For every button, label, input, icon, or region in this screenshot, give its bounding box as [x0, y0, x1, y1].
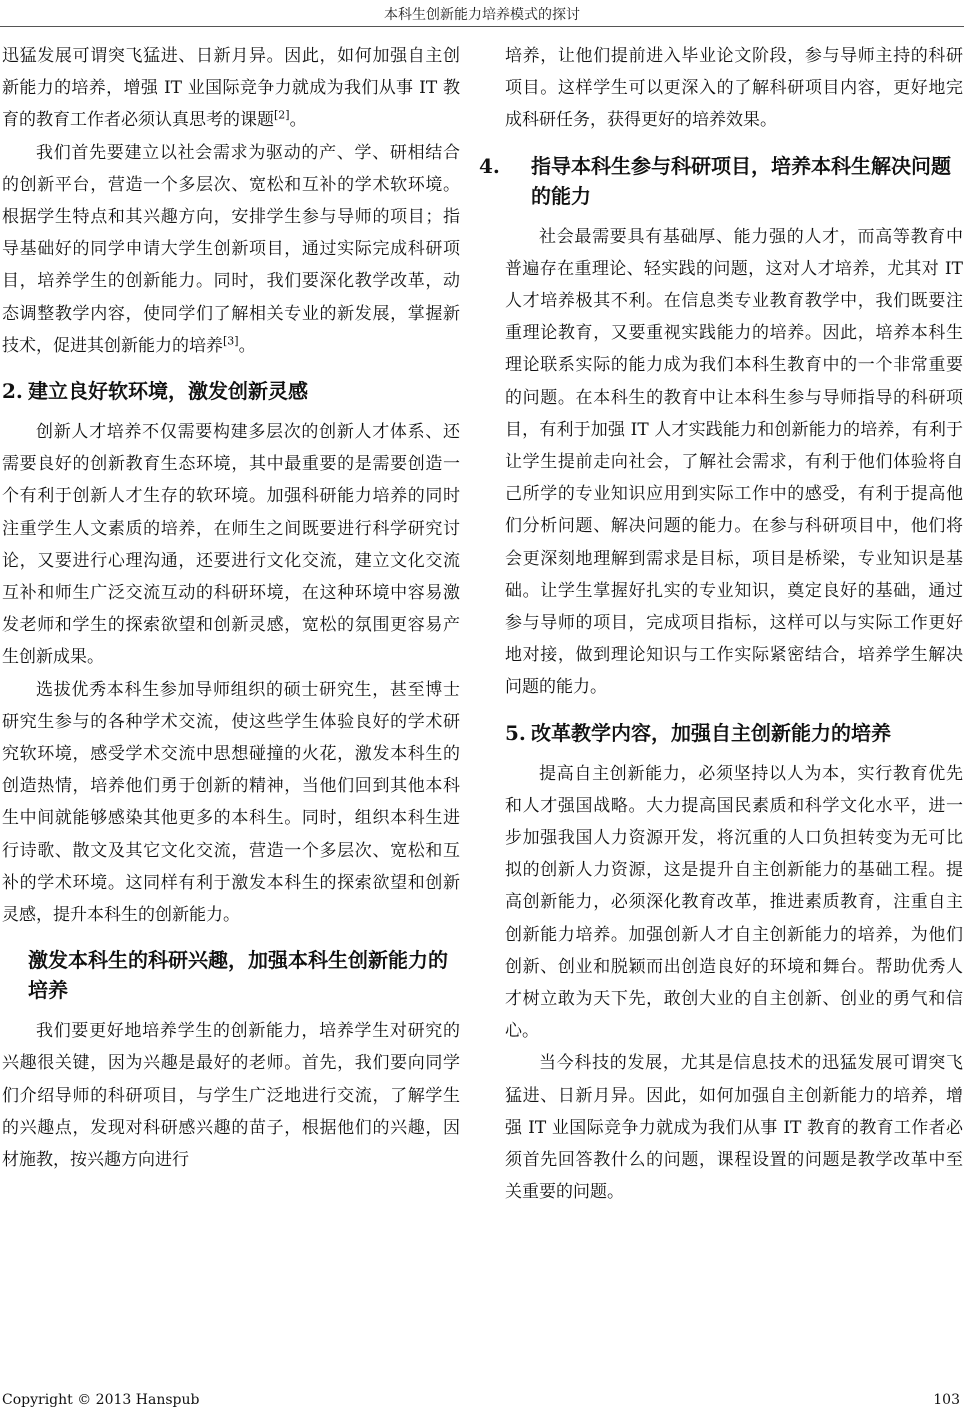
page-number: 103 — [933, 1392, 960, 1408]
header-rule — [0, 26, 964, 27]
paragraph: 培养，让他们提前进入毕业论文阶段，参与导师主持的科研项目。这样学生可以更深入的了解科研项目内容，更好地完成科研任务，获得更好的培养效果。 — [505, 46, 963, 131]
paragraph: 我们要更好地培养学生的创新能力，培养学生对研究的兴趣很关键，因为兴趣是最好的老师。首先，我们要向同学们介绍导师的科研项目，与学生广泛地进行交流，了解学生的兴趣点，发现对科研感兴趣的苗子，根据他们的兴趣，因材施教，按兴趣方向进行 — [2, 1021, 460, 1171]
section-heading-4: 4. 指导本科生参与科研项目，培养本科生解决问题的能力 — [479, 153, 951, 208]
section-heading-2: 2. 建立良好软环境，激发创新灵感 — [2, 379, 308, 404]
right-column — [479, 40, 963, 1209]
citation-ref: [3] — [223, 334, 239, 348]
paragraph: 当今科技的发展，尤其是信息技术的迅猛发展可谓突飞猛进、日新月异。因此，如何加强自主创新能力的培养，增强 IT 业国际竞争力就成为我们从事 IT 教育的教育工作者必须首先回答教什么的问题，课程设置的问题是教学改革中至关重要的问题。 — [505, 1053, 963, 1203]
left-column — [2, 40, 460, 1176]
section-heading-5: 5. 改革教学内容，加强自主创新能力的培养 — [505, 720, 891, 745]
running-title: 本科生创新能力培养模式的探讨 — [384, 7, 580, 23]
citation-ref: [2] — [274, 108, 290, 122]
paragraph: 选拔优秀本科生参加导师组织的硕士研究生，甚至博士研究生参与的各种学术交流，使这些学生体验良好的学术研究软环境，感受学术交流中思想碰撞的火花，激发本科生的创造热情，培养他们勇于创新的精神，当他们回到其他本科生中间就能够感染其他更多的本科生。同时，组织本科生进行诗歌、散文及其它文化交流，营造一个多层次、宽松和互补的学术环境。这同样有利于激发本科生的探索欲望和创新灵感，提升本科生的创新能力。 — [2, 679, 460, 926]
paragraph: 迅猛发展可谓突飞猛进、日新月异。因此，如何加强自主创新能力的培养，增强 IT 业国际竞争力就成为我们从事 IT 教育的教育工作者必须认真思考的课题[2]。 — [2, 46, 460, 131]
paragraph: 提高自主创新能力，必须坚持以人为本，实行教育优先和人才强国战略。大力提高国民素质和科学文化水平，进一步加强我国人力资源开发，将沉重的人口负担转变为无可比拟的创新人力资源，这是提升自主创新能力的基础工程。提高创新能力，必须深化教育改革，推进素质教育，注重自主创新能力培养。加强创新人才自主创新能力的培养，为他们创新、创业和脱颖而出创造良好的环境和舞台。帮助优秀人才树立敢为天下先，敢创大业的自主创新、创业的勇气和信心。 — [505, 763, 963, 1042]
copyright-notice: Copyright © 2013 Hanspub — [2, 1392, 200, 1408]
paragraph: 我们首先要建立以社会需求为驱动的产、学、研相结合的创新平台，营造一个多层次、宽松和互补的学术软环境。根据学生特点和其兴趣方向，安排学生参与导师的项目；指导基础好的同学申请大学生创新项目，通过实际完成科研项目，培养学生的创新能力。同时，我们要深化教学改革，动态调整教学内容，使同学们了解相关专业的新发展，掌握新技术，促进其创新能力的培养[3]。 — [2, 142, 460, 356]
section-heading-3: 激发本科生的科研兴趣，加强本科生创新能力的培养 — [28, 948, 448, 1003]
paragraph: 创新人才培养不仅需要构建多层次的创新人才体系、还需要良好的创新教育生态环境，其中最重要的是需要创造一个有利于创新人才生存的软环境。加强科研能力培养的同时注重学生人文素质的培养，在师生之间既要进行科学研究讨论，又要进行心理沟通，还要进行文化交流，建立文化交流互补和师生广泛交流互动的科研环境，在这种环境中容易激发老师和学生的探索欲望和创新灵感，宽松的氛围更容易产生创新成果。 — [2, 422, 460, 668]
paragraph: 社会最需要具有基础厚、能力强的人才，而高等教育中普遍存在重理论、轻实践的问题，这对人才培养，尤其对 IT 人才培养极其不利。在信息类专业教育教学中，我们既要注重理论教育，又要重视实践能力的培养。因此，培养本科生理论联系实际的能力成为我们本科生教育中的一个非常重要的问题。在本科生的教育中让本科生参与导师指导的科研项目，有利于加强 IT 人才实践能力和创新能力的培养，有利于让学生提前走向社会，了解社会需求，有利于他们体验将自己所学的专业知识应用到实际工作中的感受，有利于提高他们分析问题、解决问题的能力。在参与科研项目中，他们将会更深刻地理解到需求是目标，项目是桥梁，专业知识是基础。让学生掌握好扎实的专业知识，奠定良好的基础，通过参与导师的项目，完成项目指标，这样可以与实际工作更好地对接，做到理论知识与工作实际紧密结合，培养学生解决问题的能力。 — [505, 226, 963, 698]
